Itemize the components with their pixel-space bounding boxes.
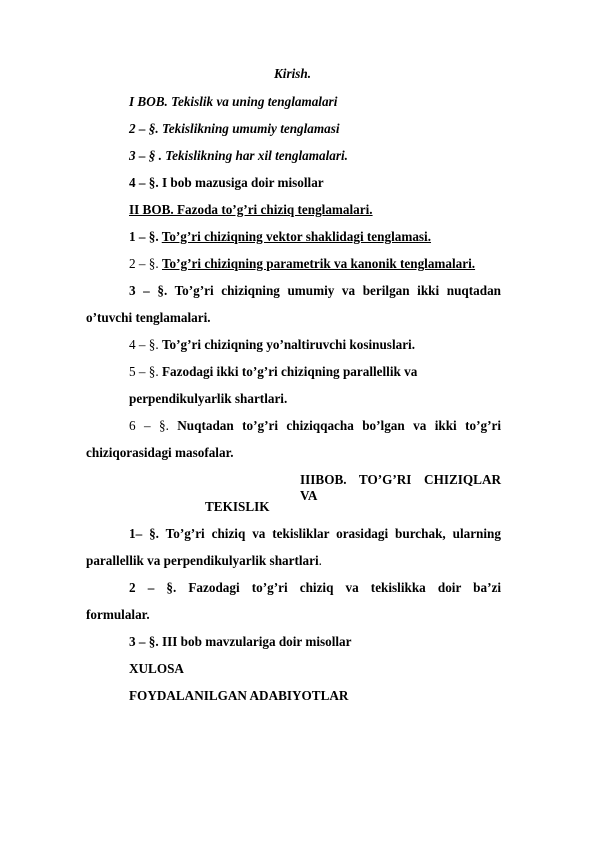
toc-ch3-section-2-line-2: formulalar. bbox=[86, 607, 150, 622]
toc-conclusion: XULOSA bbox=[129, 661, 184, 676]
toc-ch2-section-6-line-1 bbox=[129, 418, 501, 434]
toc-chapter-3-title-line-2: TEKISLIK bbox=[205, 499, 270, 514]
toc-ch2-section-6-line-2: chiziqorasidagi masofalar. bbox=[86, 445, 234, 460]
toc-intro: Kirish. bbox=[274, 66, 312, 81]
section-title: To’g’ri chiziqning parametrik va kanonik tenglamalari. bbox=[161, 256, 476, 271]
section-number: 4 – §. bbox=[129, 337, 162, 352]
section-title: Nuqtadan to’g’ri chiziqqacha bo’lgan va ikki to’g’ri bbox=[177, 418, 501, 433]
section-number: 6 – §. bbox=[129, 418, 178, 433]
toc-chapter-2-title: II BOB. Fazoda to’g’ri chiziq tenglamalari. bbox=[129, 202, 373, 217]
section-number: 5 – §. bbox=[129, 364, 162, 379]
toc-ch2-section-5-line-2: perpendikulyarlik shartlari. bbox=[129, 391, 288, 406]
toc-ch3-section-3: 3 – §. III bob mavzulariga doir misollar bbox=[129, 634, 352, 649]
section-title: parallellik va perpendikulyarlik shartlari bbox=[86, 553, 319, 568]
toc-ch1-section-4: 4 – §. I bob mazusiga doir misollar bbox=[129, 175, 324, 190]
trailing-period: . bbox=[318, 553, 322, 568]
section-title: To’g’ri chiziqning vektor shaklidagi tenglamasi. bbox=[161, 229, 432, 244]
section-title: To’g’ri chiziqning yo’naltiruvchi kosinuslari. bbox=[161, 337, 416, 352]
toc-ch1-section-2: 2 – §. Tekislikning umumiy tenglamasi bbox=[129, 121, 340, 136]
section-title: Fazodagi ikki to’g’ri chiziqning parallellik va bbox=[161, 364, 418, 379]
toc-ch2-section-2 bbox=[129, 256, 475, 272]
toc-ch2-section-3-line-1: 3 – §. To’g’ri chiziqning umumiy va berilgan ikki nuqtadan bbox=[129, 283, 501, 298]
toc-chapter-1-title: I BOB. Tekislik va uning tenglamalari bbox=[129, 94, 338, 109]
toc-chapter-3-title-line-1: IIIBOB. TO’G’RI CHIZIQLAR VA bbox=[300, 472, 501, 503]
toc-references: FOYDALANILGAN ADABIYOTLAR bbox=[129, 688, 349, 703]
toc-ch2-section-1 bbox=[129, 229, 431, 245]
toc-ch2-section-3-line-2: o’tuvchi tenglamalari. bbox=[86, 310, 211, 325]
toc-ch3-section-1-line-1: 1– §. To’g’ri chiziq va tekisliklar orasidagi burchak, ularning bbox=[129, 526, 501, 541]
toc-ch2-section-5-line-1 bbox=[129, 364, 417, 380]
toc-ch2-section-4 bbox=[129, 337, 415, 353]
toc-ch3-section-2-line-1: 2 – §. Fazodagi to’g’ri chiziq va tekislikka doir ba’zi bbox=[129, 580, 501, 595]
section-number: 2 – §. bbox=[129, 256, 162, 271]
toc-ch3-section-1-line-2 bbox=[86, 553, 322, 569]
section-number: 1 – §. bbox=[129, 229, 162, 244]
toc-ch1-section-3: 3 – § . Tekislikning har xil tenglamalari. bbox=[129, 148, 348, 163]
